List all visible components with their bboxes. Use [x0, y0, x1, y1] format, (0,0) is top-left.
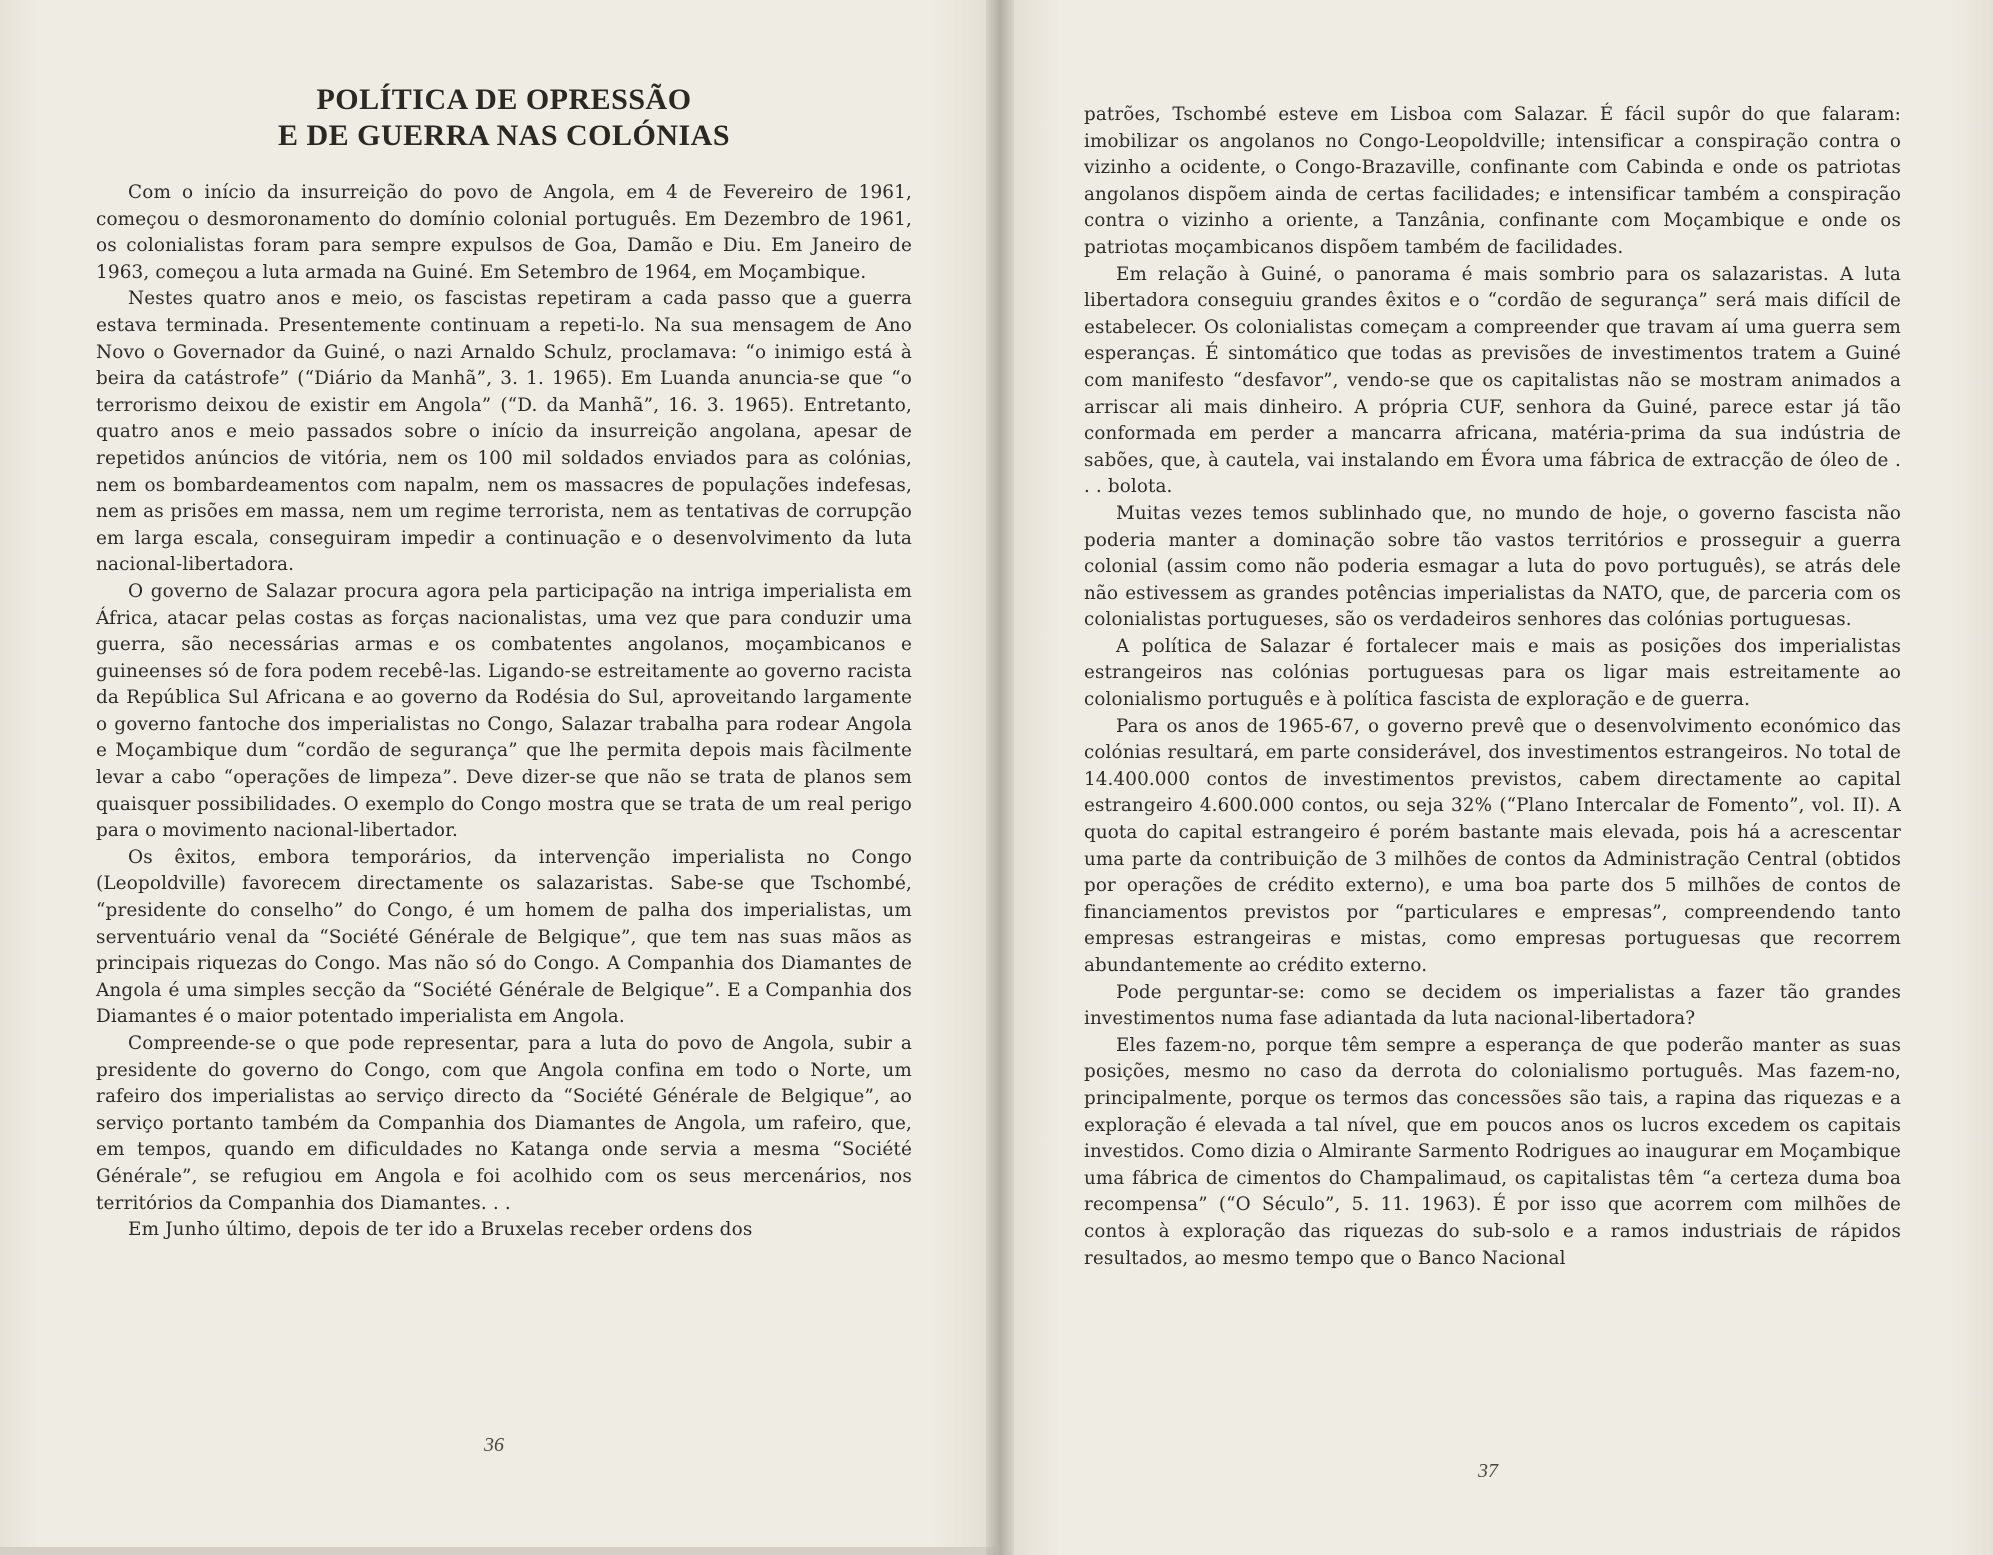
paragraph: Os êxitos, embora temporários, da intervenção imperialista no Congo (Leopoldville) favorecem directamente os salazaristas. Sabe-se que Tschombé, “presidente do conselho” do Congo, é um homem de palha dos imperialistas, um serventuário venal da “Société Générale de Belgique”, que tem nas suas mãos as principais riquezas do Congo. Mas não só do Congo. A Companhia dos Diamantes de Angola é uma simples secção da “Société Générale de Belgique”. E a Companhia dos Diamantes é o maior potentado imperialista em Angola.: [96, 846, 912, 1028]
paragraph: Em Junho último, depois de ter ido a Bruxelas receber ordens dos: [128, 1219, 753, 1241]
chapter-title-line-1: POLÍTICA DE OPRESSÃO: [316, 83, 692, 116]
paragraph: A política de Salazar é fortalecer mais e mais as posições dos imperialistas estrangeiros nas colónias portuguesas para os ligar mais estreitamente ao colonialismo português e à política fascista de exploração e de guerra.: [1084, 635, 1901, 711]
right-page: [1000, 0, 1993, 1555]
paragraph: Para os anos de 1965-67, o governo prevê que o desenvolvimento económico das colónias resultará, em parte considerável, dos investimentos estrangeiros. No total de 14.400.000 contos de investimentos previstos, cabem directamente ao capital estrangeiro 4.600.000 contos, ou seja 32% (“Plano Intercalar de Fomento”, vol. II). A quota do capital estrangeiro é porém bastante mais elevada, pois há a acrescentar uma parte da contribuição de 3 milhões de contos da Administração Central (obtidos por operações de crédito externo), e uma boa parte dos 5 milhões de contos de financiamentos previstos por “particulares e empresas”, compreendendo tanto empresas estrangeiras e mistas, como empresas portuguesas que recorrem abundantemente ao crédito externo.: [1084, 715, 1901, 976]
paragraph: Em relação à Guiné, o panorama é mais sombrio para os salazaristas. A luta libertadora conseguiu grandes êxitos e o “cordão de segurança” será mais difícil de estabelecer. Os colonialistas começam a compreender que travam aí uma guerra sem esperanças. É sintomático que todas as previsões de investimentos tratem a Guiné com manifesto “desfavor”, vendo-se que os capitalistas não se mostram animados a arriscar ali mais dinheiro. A própria CUF, senhora da Guiné, parece estar já tão conformada em perder a mancarra africana, matéria-prima da sua indústria de sabões, que, à cautela, vai instalando em Évora uma fábrica de extracção de óleo de . . . bolota.: [1084, 263, 1901, 498]
paragraph: Nestes quatro anos e meio, os fascistas repetiram a cada passo que a guerra estava terminada. Presentemente continuam a repeti-lo. Na sua mensagem de Ano Novo o Governador da Guiné, o nazi Arnaldo Schulz, proclamava: “o inimigo está à beira da catástrofe” (“Diário da Manhã”, 3. 1. 1965). Em Luanda anuncia-se que “o terrorismo deixou de existir em Angola” (“D. da Manhã”, 16. 3. 1965). Entretanto, quatro anos e meio passados sobre o início da insurreição angolana, apesar de repetidos anúncios de vitória, nem os 100 mil soldados enviados para as colónias, nem os bombardeamentos com napalm, nem os massacres de populações indefesas, nem as prisões em massa, nem um regime terrorista, nem as tentativas de corrupção em larga escala, conseguiram impedir a continuação e o desenvolvimento da luta nacional-libertadora.: [96, 288, 912, 576]
right-page-body: [1084, 102, 1901, 1272]
page-number-left: 36: [484, 1434, 504, 1456]
chapter-title: [96, 82, 912, 154]
paragraph: Eles fazem-no, porque têm sempre a esperança de que poderão manter as suas posições, mesmo no caso da derrota do colonialismo português. Mas fazem-no, principalmente, porque os termos das concessões são tais, a rapina das riquezas e a exploração é elevada a tal nível, que em poucos anos os lucros excedem os capitais investidos. Como dizia o Almirante Sarmento Rodrigues ao inaugurar em Moçambique uma fábrica de cimentos do Champalimaud, os capitalistas têm “a certeza duma boa recompensa” (“O Século”, 5. 11. 1963). É por isso que acorrem com milhões de contos à exploração das riquezas do sub-solo e a ramos industriais de rápidos resultados, ao mesmo tempo que o Banco Nacional: [1084, 1034, 1901, 1269]
paragraph: Pode perguntar-se: como se decidem os imperialistas a fazer tão grandes investimentos numa fase adiantada da luta nacional-libertadora?: [1084, 981, 1901, 1030]
paragraph: Com o início da insurreição do povo de Angola, em 4 de Fevereiro de 1961, começou o desmoronamento do domínio colonial português. Em Dezembro de 1961, os colonialistas foram para sempre expulsos de Goa, Damão e Diu. Em Janeiro de 1963, começou a luta armada na Guiné. Em Setembro de 1964, em Moçambique.: [96, 182, 912, 283]
book-gutter: [986, 0, 1014, 1555]
chapter-title-line-2: E DE GUERRA NAS COLÓNIAS: [277, 119, 731, 152]
paragraph-continuation: patrões, Tschombé esteve em Lisboa com Salazar. É fácil supôr do que falaram: imobilizar os angolanos no Congo-Leopoldville; intensificar a conspiração contra o vizinho a ocidente, o Congo-Brazaville, confinante com Cabinda e onde os patriotas angolanos dispõem ainda de certas facilidades; e intensificar também a conspiração contra o vizinho a oriente, a Tanzânia, confinante com Moçambique e onde os patriotas moçambicanos dispõem também de facilidades.: [1084, 104, 1901, 258]
left-page-body: [96, 180, 912, 1244]
paragraph: Muitas vezes temos sublinhado que, no mundo de hoje, o governo fascista não poderia manter a dominação sobre tão vastos territórios e prosseguir a guerra colonial (assim como não poderia esmagar a luta do povo português), se atrás dele não estivessem as grandes potências imperialistas da NATO, que, de parceria com os colonialistas portugueses, são os verdadeiros senhores das colónias portuguesas.: [1084, 502, 1901, 631]
page-number-right: 37: [1478, 1460, 1498, 1482]
paragraph: Compreende-se o que pode representar, para a luta do povo de Angola, subir a presidente do governo do Congo, com que Angola confina em todo o Norte, um rafeiro dos imperialistas ao serviço directo da “Société Générale de Belgique”, ao serviço portanto também da Companhia dos Diamantes de Angola, um rafeiro, que, em tempos, quando em dificuldades no Katanga onde servia a mesma “Société Générale”, se refugiou em Angola e foi acolhido com os seus mercenários, nos territórios da Companhia dos Diamantes. . .: [96, 1033, 912, 1214]
paragraph: O governo de Salazar procura agora pela participação na intriga imperialista em África, atacar pelas costas as forças nacionalistas, uma vez que para conduzir uma guerra, são necessárias armas e os combatentes angolanos, moçambicanos e guineenses só de fora podem recebê-las. Ligando-se estreitamente ao governo racista da República Sul Africana e ao governo da Rodésia do Sul, aproveitando largamente o governo fantoche dos imperialistas no Congo, Salazar trabalha para rodear Angola e Moçambique dum “cordão de segurança” que lhe permita depois mais fàcilmente levar a cabo “operações de limpeza”. Deve dizer-se que não se trata de planos sem quaisquer possibilidades. O exemplo do Congo mostra que se trata de um real perigo para o movimento nacional-libertador.: [96, 580, 912, 842]
